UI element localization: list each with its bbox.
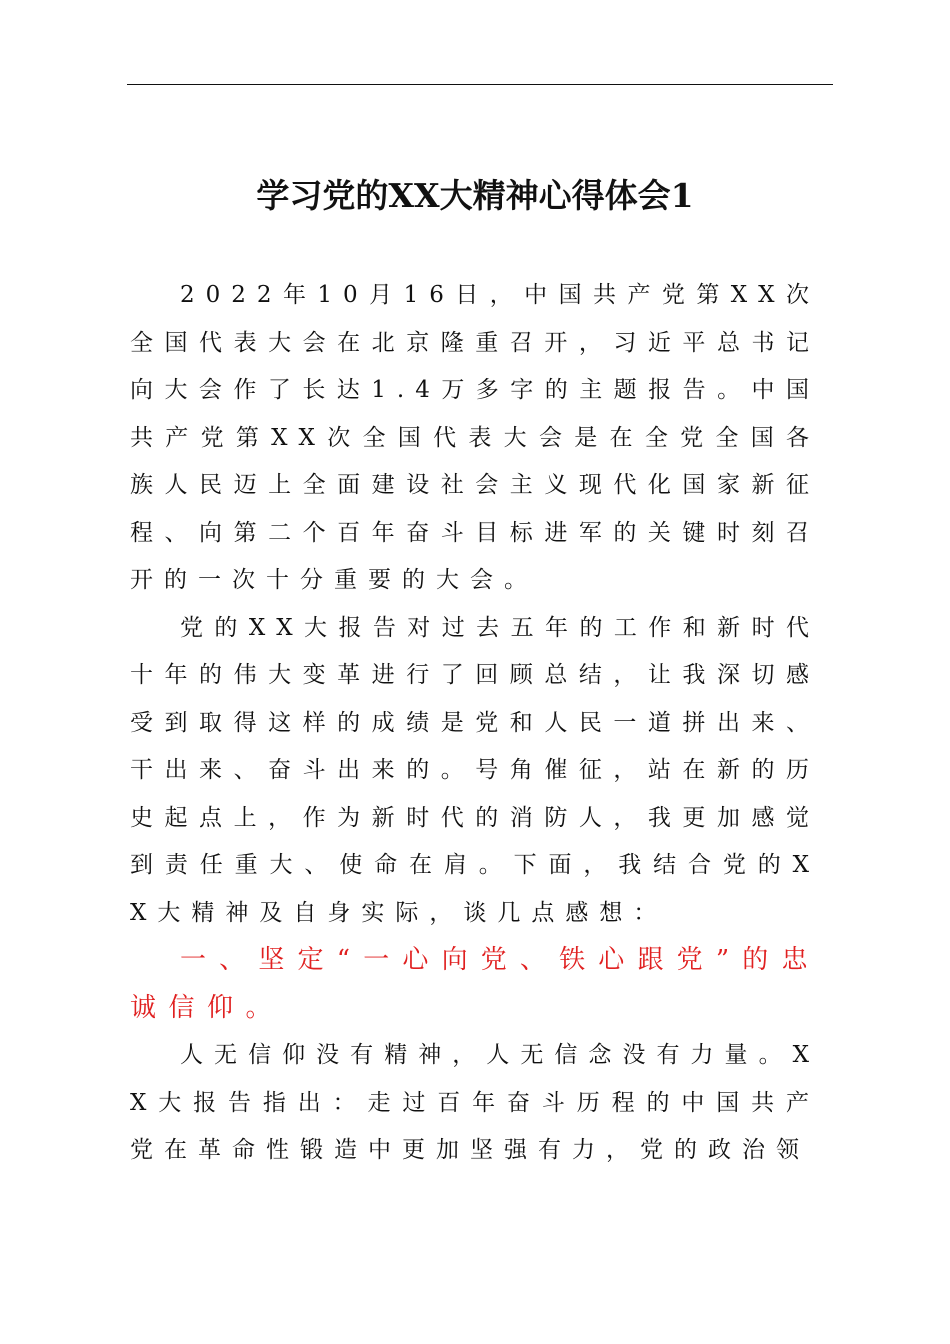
paragraph-1: 2022年10月16日，中国共产党第XX次全国代表大会在北京隆重召开，习近平总书记向大会作了长达1.4万多字的主题报告。中国共产党第XX次全国代表大会是在全党全国各族人民迈上全面建设社会主义现代化国家新征程、向第二个百年奋斗目标进军的关键时刻召开的一次十分重要的大会。	[130, 282, 820, 593]
header-rule	[127, 84, 833, 85]
document-body	[130, 272, 820, 1175]
document-title: 学习党的XX大精神心得体会1	[256, 176, 694, 215]
paragraph-2: 党的XX大报告对过去五年的工作和新时代十年的伟大变革进行了回顾总结，让我深切感受到取得这样的成绩是党和人民一道拼出来、干出来、奋斗出来的。号角催征，站在新的历史起点上，作为新时代的消防人，我更加感觉到责任重大、使命在肩。下面，我结合党的XX大精神及自身实际，谈几点感想：	[130, 614, 820, 926]
paragraph-3: 人无信仰没有精神，人无信念没有力量。XX大报告指出：走过百年奋斗历程的中国共产党在革命性锻造中更加坚强有力，党的政治领	[130, 1042, 820, 1163]
section-heading-1: 一、坚定“一心向党、铁心跟党”的忠诚信仰。	[130, 945, 820, 1023]
